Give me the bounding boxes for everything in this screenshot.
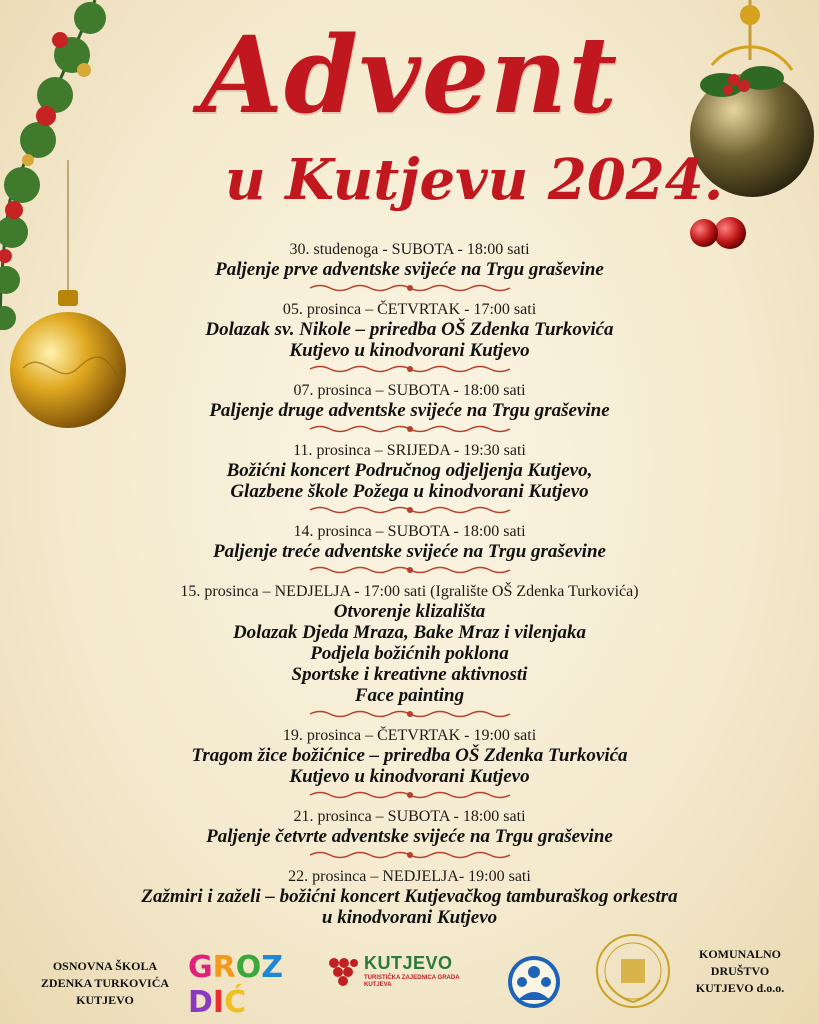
event-description: Face painting (354, 685, 465, 706)
event-list (100, 240, 719, 928)
event-date: 05. prosinca – ČETVRTAK - 17:00 sati (282, 301, 537, 318)
school-name-line: KUTJEVO (76, 993, 134, 1007)
ornament-divider (305, 850, 515, 860)
event-item (100, 240, 719, 280)
event-description: Zažmiri i zaželi – božićni koncert Kutjevačkog tamburaškog orkestra (141, 886, 678, 907)
school-name-line: OSNOVNA ŠKOLA (52, 959, 158, 973)
event-description: Tragom žice božićnice – priredba OŠ Zdenka Turkovića (191, 745, 628, 766)
event-date: 11. prosinca – SRIJEDA - 19:30 sati (293, 442, 526, 459)
kutjevo-logo-subtitle: TURISTIČKA ZAJEDNICA GRADA KUTJEVA (364, 975, 460, 988)
event-description: Dolazak sv. Nikole – priredba OŠ Zdenka Turkovića (205, 319, 614, 340)
event-date: 21. prosinca – SUBOTA - 18:00 sati (293, 808, 526, 825)
event-description: Kutjevo u kinodvorani Kutjevo (289, 766, 530, 787)
event-item (100, 726, 719, 787)
kutjevo-tourism-logo (326, 953, 476, 993)
event-description: Otvorenje klizališta (333, 601, 486, 622)
communal-company-name (680, 946, 800, 997)
event-date: 14. prosinca – SUBOTA - 18:00 sati (293, 523, 526, 540)
poster-subtitle: u Kutjevu 2024. (225, 147, 724, 213)
seal-logo (594, 932, 672, 1010)
ornament-divider (305, 283, 515, 293)
poster-title: Advent (200, 12, 619, 137)
school-name-line: ZDENKA TURKOVIĆA (40, 976, 170, 990)
event-description: Kutjevo u kinodvorani Kutjevo (289, 340, 530, 361)
event-description: Paljenje druge adventske svijeće na Trgu graševine (209, 400, 610, 421)
event-date: 15. prosinca – NEDJELJA - 17:00 sati (Igralište OŠ Zdenka Turkovića) (180, 583, 639, 600)
grape-icon (326, 955, 358, 991)
event-item (100, 300, 719, 361)
event-item (100, 441, 719, 502)
company-name-line: KUTJEVO d.o.o. (695, 981, 785, 995)
event-date: 30. studenoga - SUBOTA - 18:00 sati (289, 241, 530, 258)
company-name-line: KOMUNALNO (699, 947, 781, 961)
event-description: Paljenje četvrte adventske svijeće na Trgu graševine (206, 826, 613, 847)
association-logo (492, 942, 576, 1012)
event-date: 19. prosinca – ČETVRTAK - 19:00 sati (282, 727, 537, 744)
event-description: Božićni koncert Područnog odjeljenja Kutjevo, (226, 460, 593, 481)
kutjevo-logo-name: KUTJEVO (364, 953, 453, 973)
ornament-divider (305, 364, 515, 374)
event-description: Paljenje prve adventske svijeće na Trgu graševine (215, 259, 604, 280)
company-name-line: DRUŠTVO (710, 964, 770, 978)
ornament-divider (305, 505, 515, 515)
grozdic-logo: GROZDIĆ (188, 950, 284, 1020)
event-item (100, 381, 719, 421)
event-description: Dolazak Djeda Mraza, Bake Mraz i vilenjaka (232, 622, 587, 643)
event-description: u kinodvorani Kutjevo (321, 907, 498, 928)
school-name (30, 958, 180, 1009)
event-description: Glazbene škole Požega u kinodvorani Kutjevo (230, 481, 589, 502)
event-item (100, 867, 719, 928)
event-item (100, 807, 719, 847)
event-description: Paljenje treće adventske svijeće na Trgu graševine (213, 541, 606, 562)
event-item (100, 522, 719, 562)
ornament-divider (305, 709, 515, 719)
event-date: 22. prosinca – NEDJELJA- 19:00 sati (288, 868, 531, 885)
ornament-divider (305, 424, 515, 434)
event-item (100, 582, 719, 706)
event-description: Sportske i kreativne aktivnosti (291, 664, 528, 685)
event-description: Podjela božićnih poklona (310, 643, 509, 664)
ornament-divider (305, 565, 515, 575)
event-date: 07. prosinca – SUBOTA - 18:00 sati (293, 382, 526, 399)
ornament-divider (305, 790, 515, 800)
